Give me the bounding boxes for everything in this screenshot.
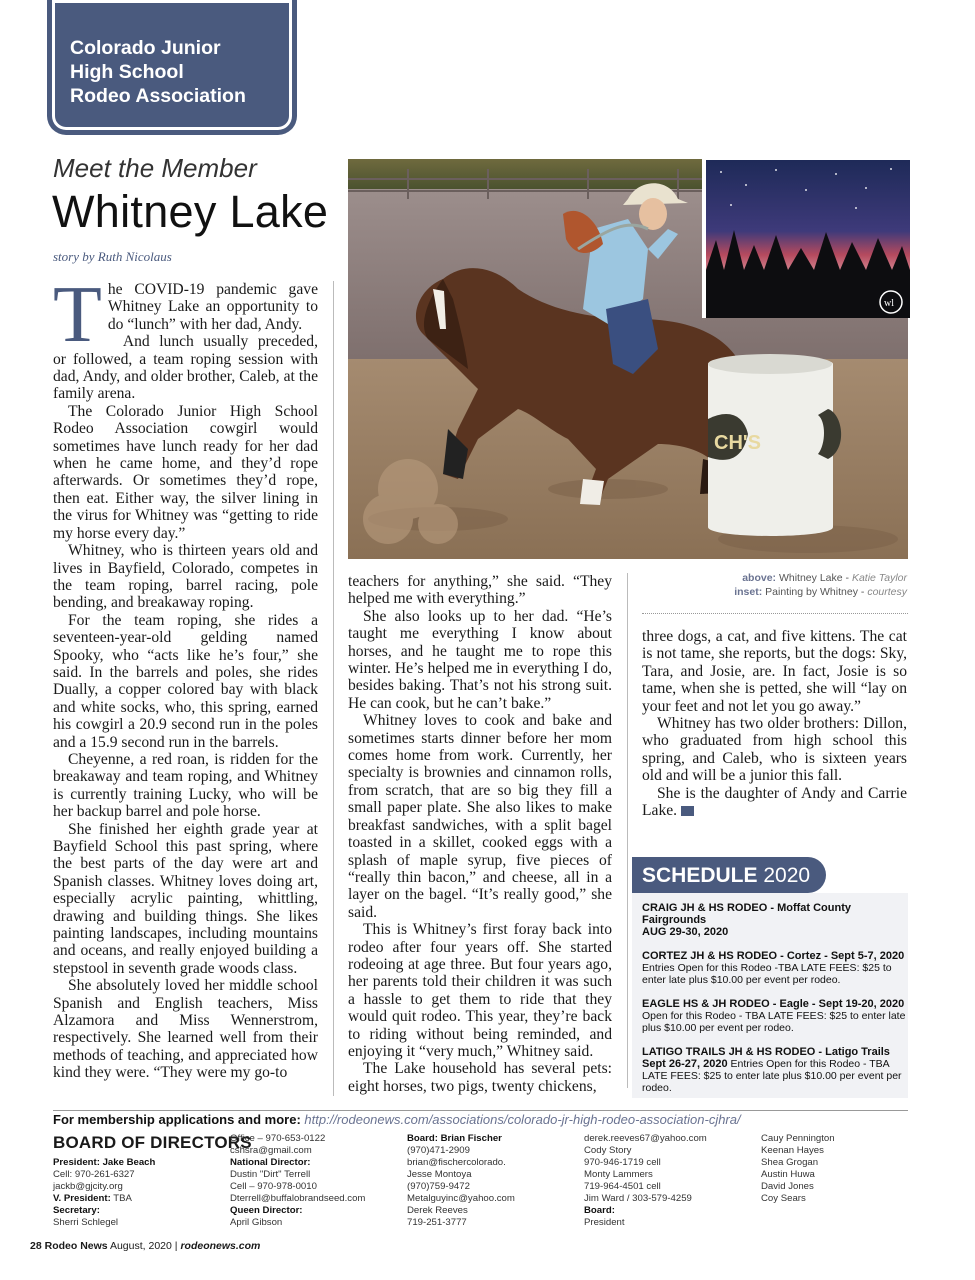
inset-photo [702,156,910,318]
board-entry: Metalguyinc@yahoo.com [407,1193,515,1204]
board-entry: President: Jake Beach [53,1157,156,1168]
article-paragraph: This is Whitney’s first foray back into rodeo after four years off. She started rodeoing at age three. But four years ago, her parents told their children it was such a hassle to get them to ride that they would quit rodeo. This year, they’re back to riding without being reminded, and enjoying it “very much,” Whitney said. [348,921,612,1060]
headline: Whitney Lake [52,186,329,237]
footer-separator: | [174,1240,178,1252]
article-paragraph: Cheyenne, a red roan, is ridden for the breakaway and team roping, and Whitney is currently training Lucky, who will be her backup barrel and pole horse. [53,750,318,821]
issue-date: August, 2020 [109,1240,172,1252]
kicker: Meet the Member [53,153,257,183]
board-entry: Board: [584,1205,615,1216]
board-entry: April Gibson [230,1217,283,1228]
event-details: Entries Open for this Rodeo - TBA LATE FEES: $25 to enter late plus $10.00 per event per rodeo. [642,1058,902,1094]
board-title: BOARD OF DIRECTORS [53,1133,252,1152]
caption-credit: Katie Taylor [851,572,907,584]
article-paragraph: The Colorado Junior High School Rodeo Association cowgirl would sometimes have lunch ready for her dad when he came home, and they’d rope afterwards. Or sometimes they’d rope, then eat. Either way, the silver lining in the virus for Whitney was “getting to ride my horse every day.” [53,402,318,542]
schedule-event [642,902,907,938]
event-details: Open for this Rodeo - TBA LATE FEES: $25 to enter late plus $10.00 per event per rodeo. [642,1010,906,1034]
schedule-title [642,864,810,888]
board-entry: Austin Huwa [761,1169,815,1180]
article-column-2 [348,573,612,1095]
caption-label: above: [742,572,777,584]
caption-divider [642,613,908,614]
membership-line [53,1112,741,1127]
event-details: Entries Open for this Rodeo -TBA LATE FEES: $25 to enter late plus $10.00 per event per rodeo. [642,962,892,986]
board-entry: jackb@gjcity.org [53,1181,123,1192]
board-entry: Derek Reeves [407,1205,468,1216]
board-entry: (970)759-9472 [407,1181,470,1192]
event-title: CRAIG JH & HS RODEO - Moffat County Fairgrounds [642,902,851,926]
board-entry: Secretary: [53,1205,100,1216]
column-divider [333,281,334,1096]
board-entry: National Director: [230,1157,311,1168]
caption-label: inset: [734,586,763,598]
board-entry: cshsra@gmail.com [230,1145,312,1156]
schedule-list [642,902,907,1106]
event-title: CORTEZ JH & HS RODEO - Cortez - Sept 5-7, 2020 [642,950,905,962]
board-entry: Cell: 970-261-6327 [53,1169,135,1180]
article-paragraph: three dogs, a cat, and five kittens. The cat is not tame, she reports, but the dogs: Sky, Tara, and Josie, are. In fact, Josie is so tame, when she is petted, she will “lay on your feet and not let you go away.” [642,628,907,715]
board-entry: Coy Sears [761,1193,806,1204]
caption-text: Whitney Lake [778,572,843,584]
page-footer [30,1240,260,1252]
board-entry: Office – 970-653-0122 [230,1133,326,1144]
board-entry: Dterrell@buffalobrandseed.com [230,1193,366,1204]
board-entry: Monty Lammers [584,1169,653,1180]
article-column-3 [642,628,907,819]
board-entry: Jesse Montoya [407,1169,472,1180]
board-column-3 [407,1133,577,1229]
event-title: LATIGO TRAILS JH & HS RODEO - Latigo Trails [642,1046,890,1058]
event-date: Sept 26-27, 2020 [642,1058,728,1070]
article-paragraph: She finished her eighth grade year at Bayfield School this past spring, where the best parts of the day were art and Spanish classes. Whitney loves doing art, especially acrylic painting, whittling, drawing and building things. She likes painting landscapes, including mountains and oceans, and really enjoyed building a stepstool in seventh grade woods class. [53,820,318,977]
board-entry: 719-251-3777 [407,1217,467,1228]
board-entry: Cody Story [584,1145,632,1156]
board-entry: brian@fischercolorado. [407,1157,506,1168]
article-text: he COVID-19 pandemic gave Whitney Lake an opportunity to do “lunch” with her dad, Andy. [107,281,318,333]
column-divider [627,573,628,1088]
article-paragraph: And lunch usually preceded, or followed, a team roping session with dad, Andy, and older brother, Caleb, at the family arena. [53,333,318,403]
caption-text: Painting by Whitney [765,586,858,598]
article-paragraph: Whitney has two older brothers: Dillon, who graduated from high school this spring, and Caleb, who is sixteen years old and will be a junior this fall. [642,715,907,785]
site-link[interactable]: rodeonews.com [180,1240,261,1252]
schedule-title-year: 2020 [763,864,811,887]
board-entry: Cauy Pennington [761,1133,835,1144]
article-paragraph: For the team roping, she rides a seventeen-year-old gelding named Spooky, who “acts like he’s four,” she said. In the barrels and poles, she rides Dually, a copper colored bay with black and white socks, who, this spring, earned his cowgirl a 20.9 second run in the poles and a 15.9 second run in the barrels. [53,611,318,751]
board-entry-label: V. President: [53,1193,111,1204]
section-tab-line: High School [70,61,184,83]
article-text: She is the daughter of Andy and Carrie Lake. [642,784,907,820]
page-number: 28 [30,1240,42,1252]
drop-cap: T [53,271,102,359]
board-entry: Queen Director: [230,1205,303,1216]
svg-text:wl: wl [884,298,894,309]
photo-caption [640,571,907,599]
board-entry: (970)471-2909 [407,1145,470,1156]
event-date: AUG 29-30, 2020 [642,926,729,938]
board-column-2 [230,1133,400,1229]
board-entry: Dustin "Dirt" Terrell [230,1169,311,1180]
board-entry: 719-964-4501 cell [584,1181,661,1192]
article-paragraph: Whitney loves to cook and bake and sometimes starts dinner before her mom comes home from work. Currently, her specialty is brownies and cinnamon rolls, from scratch, that are so big they fill a small paper plate. She also likes to make breakfast sandwiches, with a split bagel toasted in a skillet, cooked eggs with a splash of maple syrup, five pieces of “really thin bacon,” and cheese, all in a layer on the bagel. “It’s really good,” she said. [348,712,612,921]
board-entry: Board: Brian Fischer [407,1133,502,1144]
article-paragraph: The Lake household has several pets: eight horses, two pigs, twenty chickens, [348,1060,612,1095]
board-column-5 [761,1133,911,1205]
board-entry: Keenan Hayes [761,1145,824,1156]
board-entry: President [584,1217,625,1228]
board-entry: Sherri Schlegel [53,1217,119,1228]
board-entry: Cell – 970-978-0010 [230,1181,317,1192]
caption-line-above: above: Whitney Lake - Katie Taylor [742,572,907,584]
section-tab-line: Rodeo Association [70,85,246,107]
board-entry: 970-946-1719 cell [584,1157,661,1168]
article-paragraph: Whitney, who is thirteen years old and lives in Bayfield, Colorado, competes in the team roping, barrel racing, pole bending, and breakaway roping. [53,542,318,612]
schedule-event [642,1046,907,1094]
article-paragraph [642,785,907,820]
schedule-event [642,950,907,986]
byline: story by Ruth Nicolaus [53,249,172,264]
schedule-event [642,998,907,1034]
caption-line-inset: inset: Painting by Whitney - courtesy [734,586,907,598]
membership-label: For membership applications and more: [53,1112,301,1127]
section-tab-title [70,36,280,108]
board-entry: derek.reeves67@yahoo.com [584,1133,707,1144]
end-mark-icon [681,806,694,816]
article-paragraph: She absolutely loved her middle school Spanish and English teachers, Miss Alzamora and Miss Wennerstrom, respectively. She learned well from their methods of teaching, and appreciated how kind they were. “They were my go-to [53,977,318,1082]
board-entry: Shea Grogan [761,1157,819,1168]
footer-divider [53,1110,908,1111]
board-entry [53,1193,223,1205]
article-paragraph: She also looks up to her dad. “He’s taught me everything I know about horses, and he taught me to rope this winter. He’s helped me in everything I do, besides baking. That’s not his strong suit. He can cook, but he can’t bake.” [348,607,612,712]
event-title: EAGLE HS & JH RODEO - Eagle - Sept 19-20, 2020 [642,998,905,1010]
article-column-1 [53,271,318,1082]
membership-link[interactable]: http://rodeonews.com/associations/colorado-jr-high-rodeo-association-cjhra/ [304,1112,741,1127]
article-paragraph [53,271,318,359]
article-paragraph: teachers for anything,” she said. “They helped me with everything.” [348,573,612,608]
board-entry: Jim Ward / 303-579-4259 [584,1193,692,1204]
board-column-4 [584,1133,754,1229]
board-entry: David Jones [761,1181,814,1192]
schedule-title-bold: SCHEDULE [642,864,758,887]
section-tab-line: Colorado Junior [70,37,221,59]
painting-image [706,160,910,318]
svg-text:CH'S: CH'S [714,432,761,454]
board-column-1 [53,1157,223,1229]
caption-credit: courtesy [867,586,907,598]
board-entry-value: TBA [110,1193,132,1204]
publication-name: Rodeo News [44,1240,108,1252]
